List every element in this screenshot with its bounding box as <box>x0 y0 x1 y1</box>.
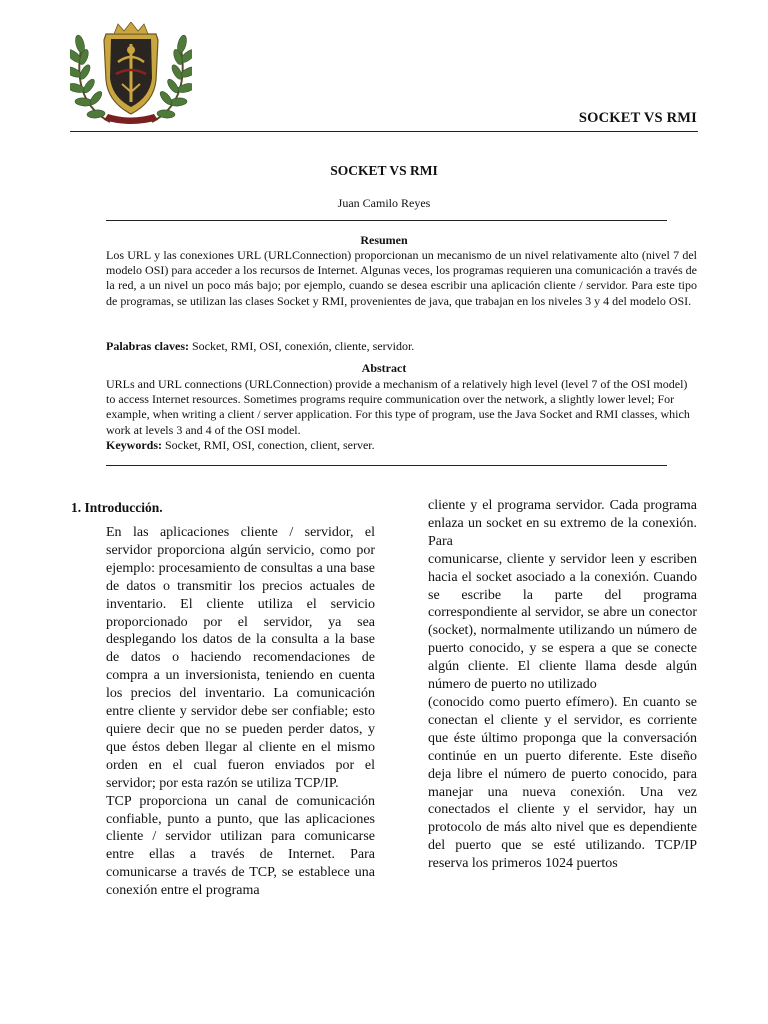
shield-icon <box>104 34 158 114</box>
running-title: SOCKET VS RMI <box>578 110 697 126</box>
university-crest-logo <box>70 22 192 128</box>
body-paragraph: cliente y el programa servidor. Cada programa enlaza un socket en su extremo de la conexión. Para <box>428 498 697 549</box>
body-paragraph: En las aplicaciones cliente / servidor, el servidor proporciona algún servicio, como por ejemplo: procesamiento de consultas a una base de datos o transmitir los precios actuales de inventario. El cliente utiliza el servicio proporcionado por el servidor, ya sea desplegando los datos de la consulta a la base de datos o haciendo recomendaciones de compra a un inversionista, teniendo en cuenta los precios del inventario. La comunicación entre cliente y servidor debe ser confiable; esto quiere decir que no se pueden perder datos, y que éstos deben llegar al cliente en el mismo orden en el cual fueron enviados por el servidor; por esta razón se utiliza TCP/IP. <box>106 525 375 791</box>
section-heading: 1. Introducción. <box>71 500 163 515</box>
palabras-claves-value: Socket, RMI, OSI, conexión, cliente, servidor. <box>189 339 415 353</box>
crown-icon <box>114 22 148 34</box>
divider-top <box>106 220 667 221</box>
paper-author: Juan Camilo Reyes <box>337 196 431 210</box>
keywords <box>106 438 697 453</box>
keywords-value: Socket, RMI, OSI, conection, client, server. <box>162 438 375 452</box>
header-divider <box>70 131 698 132</box>
divider-bottom <box>106 465 667 466</box>
paper-title: SOCKET VS RMI <box>330 163 438 178</box>
abstract-text: URLs and URL connections (URLConnection) provide a mechanism of a relatively high level (level 7 of the OSI model) to access Internet resources. Sometimes programs require communication over the network, a slightly lower level; For example, when writing a client / server application. For this type of program, use the Java Socket and RMI classes, which work at levels 3 and 4 of the OSI model. <box>106 377 690 437</box>
body-paragraph: TCP proporciona un canal de comunicación confiable, punto a punto, que las aplicaciones cliente / servidor utilizan para comunicarse entre ellas a través de Internet. Para comunicarse a través de TCP, se establece una conexión entre el programa <box>106 793 375 899</box>
right-column <box>428 497 697 873</box>
body-paragraph: comunicarse, cliente y servidor leen y escriben hacia el socket asociado a la conexión. Cuando se escribe la parte del programa correspondiente al servidor, se abre un conector (socket), normalmente utilizando un número de puerto conocido, y se espera a que se conecte algún cliente. El cliente llama desde algún número de puerto no utilizado <box>428 551 697 693</box>
abstract-heading: Abstract <box>361 361 407 375</box>
resumen-text: Los URL y las conexiones URL (URLConnection) proporcionan un mecanismo de un nivel relativamente alto (nivel 7 del modelo OSI) para acceder a los recursos de Internet. Algunas veces, los programas requieren una comunicación a través de la red, a un nivel un poco más bajo; por ejemplo, cuando se desea escribir una aplicación cliente / servidor. Para este tipo de programas, se utilizan las clases Socket y RMI, provenientes de java, que trabajan en los niveles 3 y 4 del modelo OSI. <box>106 248 697 308</box>
palabras-claves-label: Palabras claves: <box>106 339 189 353</box>
resumen-heading: Resumen <box>360 233 408 247</box>
ribbon-icon <box>104 114 158 124</box>
palabras-claves <box>106 339 697 354</box>
keywords-label: Keywords: <box>106 438 162 452</box>
body-paragraph: (conocido como puerto efímero). En cuanto se conectan el cliente y el servidor, es corriente que éste último proponga que la conversación continúe en un puerto diferente. Este diseño deja libre el número de puerto conocido, para manejar una nueva conexión. Una vez conectados el cliente y el servidor, hay un protocolo de más alto nivel que es dependiente del puerto que se esté utilizando. TCP/IP reserva los primeros 1024 puertos <box>428 694 697 872</box>
left-column <box>106 524 375 900</box>
